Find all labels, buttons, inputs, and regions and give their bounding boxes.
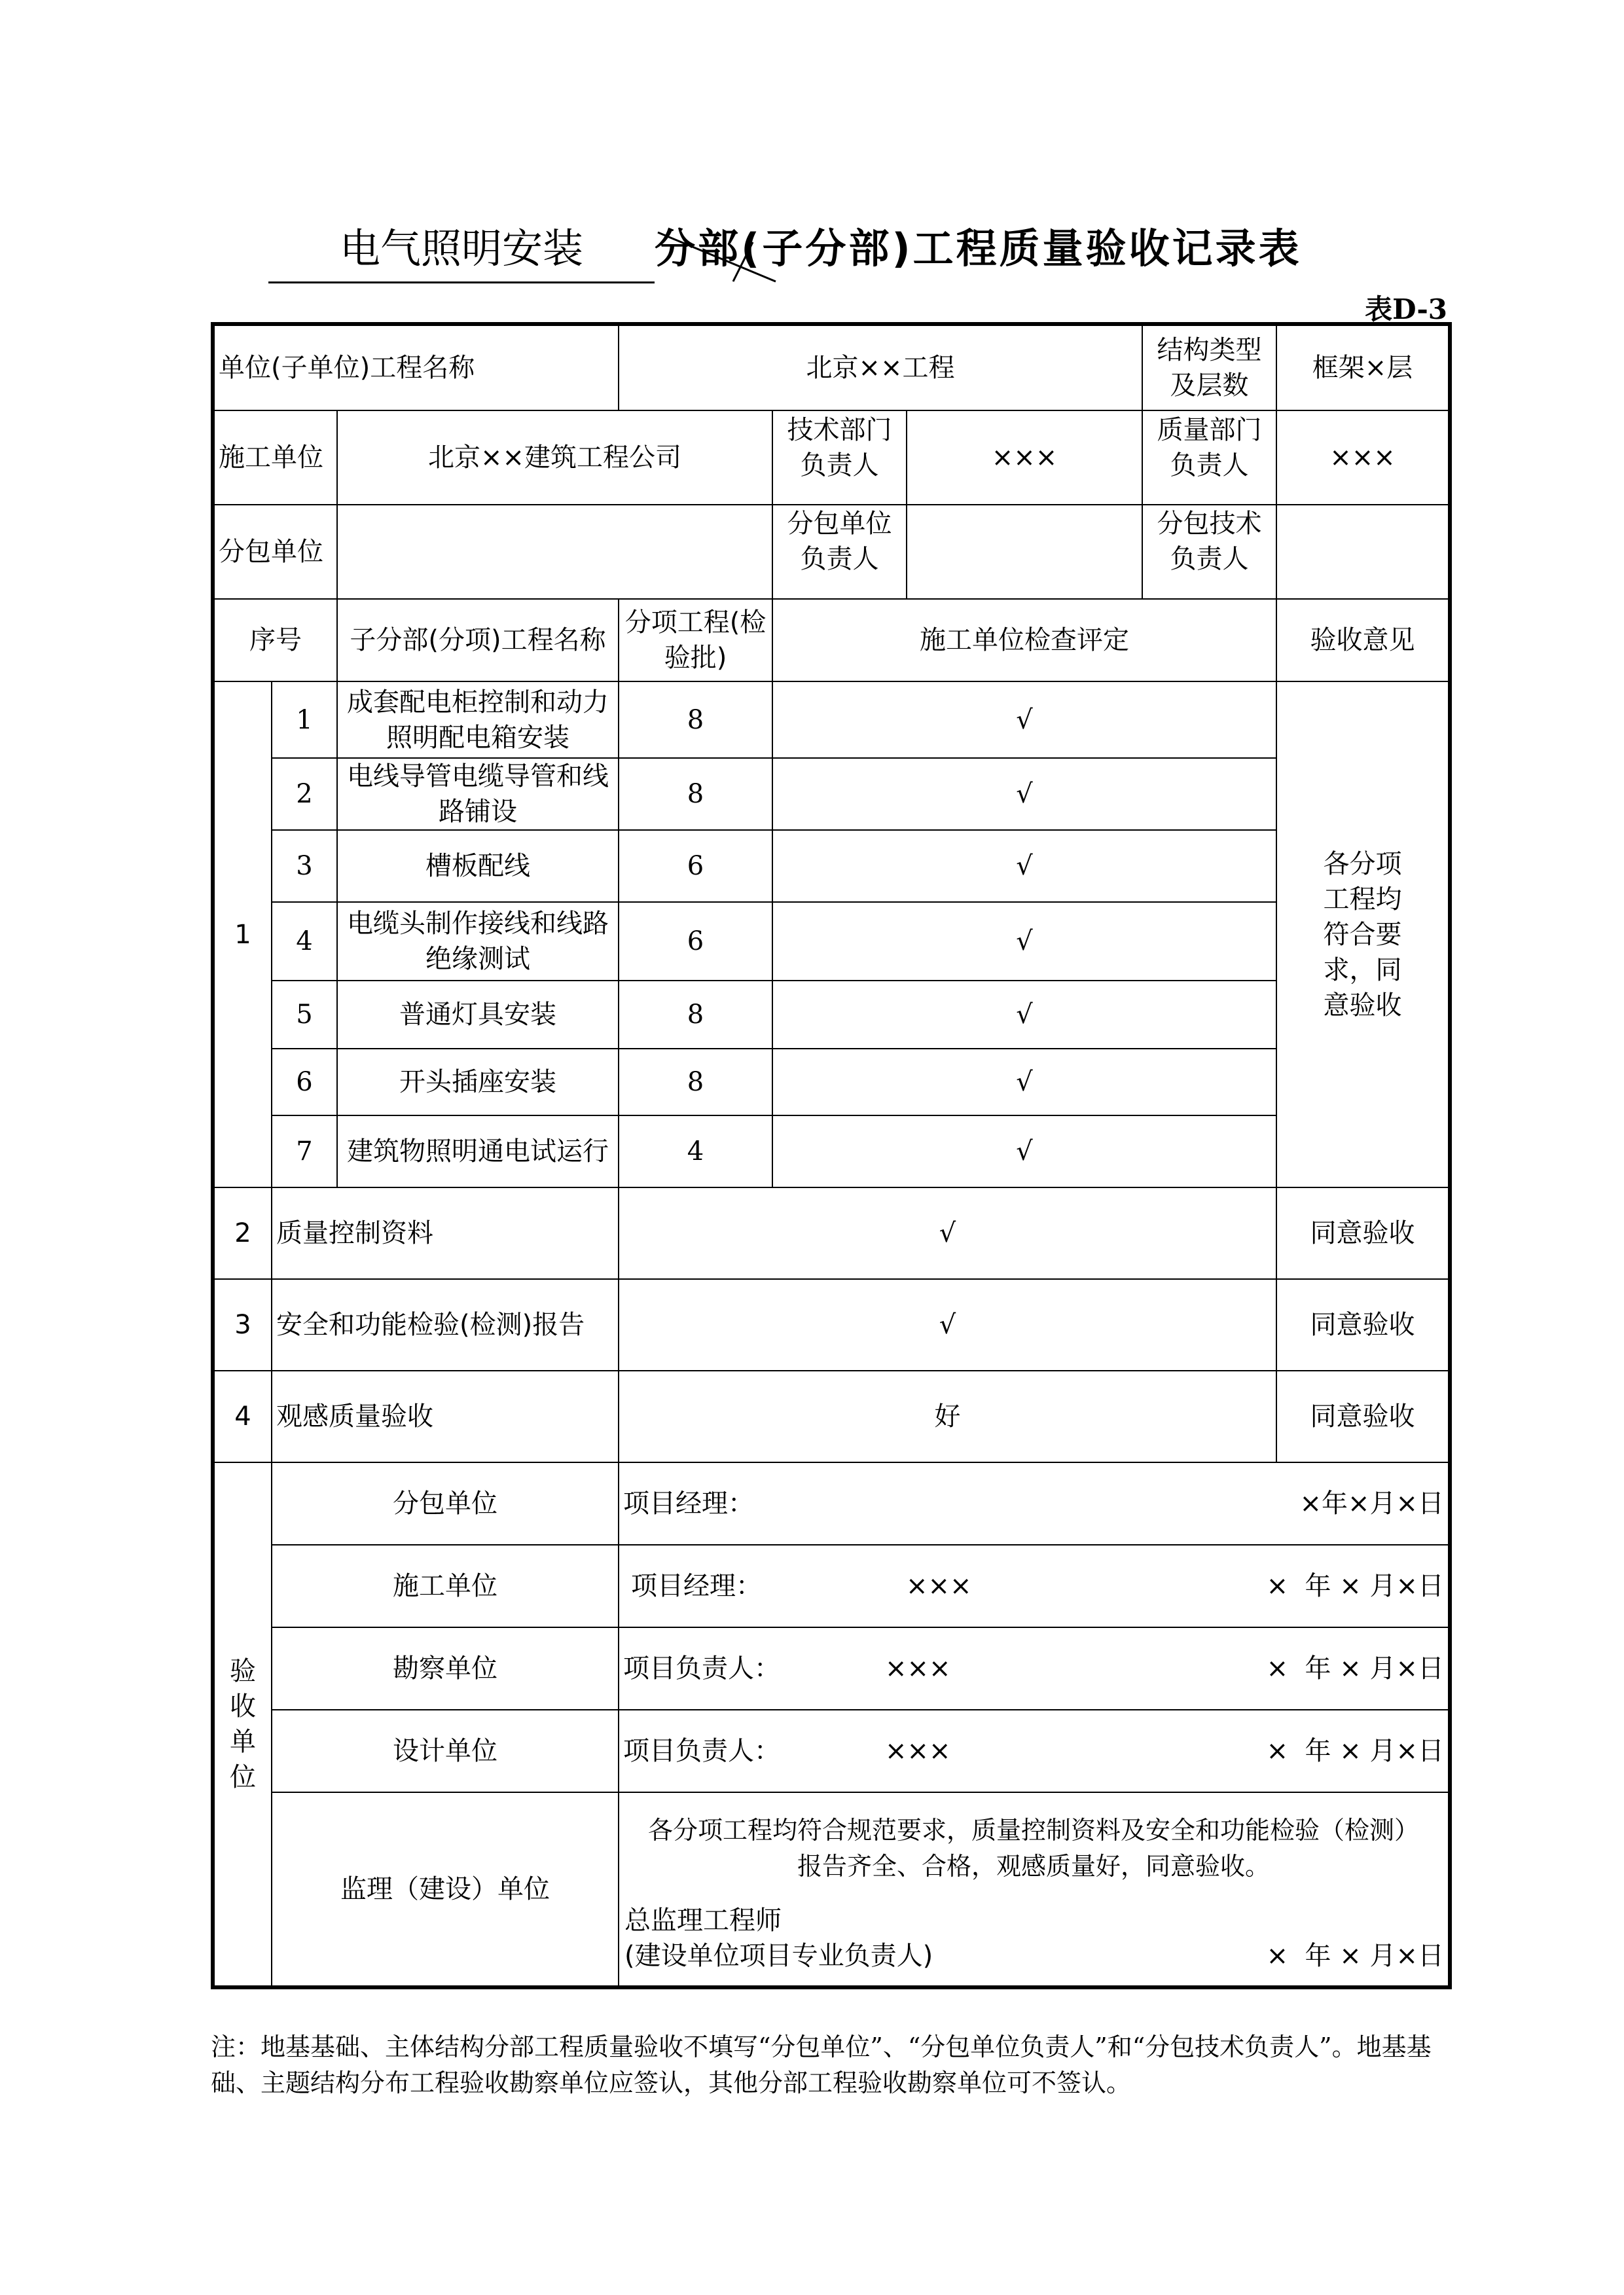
sign-date[interactable]: ×年×月×日 (1299, 1489, 1444, 1519)
table-row (213, 1279, 1450, 1371)
structure-value[interactable]: 框架×层 (1276, 324, 1450, 410)
acceptance-row-survey (213, 1627, 1450, 1710)
acceptance-record-table (211, 322, 1452, 1989)
item-check[interactable]: √ (772, 681, 1276, 758)
signer-alt: (建设单位项目专业负责人) (624, 1941, 933, 1972)
sign-name[interactable]: ××× (906, 1571, 972, 1601)
sign-role: 项目负责人： (623, 1736, 781, 1766)
col-name: 子分部(分项)工程名称 (337, 599, 619, 681)
item-name[interactable]: 建筑物照明通电试运行 (337, 1115, 619, 1187)
tech-lead-label: 技术部门负责人 (772, 410, 907, 505)
row-opinion[interactable]: 同意验收 (1276, 1187, 1450, 1279)
table-row (213, 981, 1450, 1049)
sign-role: 项目经理： (623, 1489, 755, 1519)
table-row (213, 758, 1450, 830)
item-check[interactable]: √ (772, 830, 1276, 902)
item-check[interactable]: √ (772, 1049, 1276, 1115)
column-header-row (213, 599, 1450, 681)
supervision-signer (624, 1903, 933, 1974)
row-name: 安全和功能检验(检测)报告 (272, 1279, 619, 1371)
table-row (213, 1115, 1450, 1187)
acceptance-sign-cell (619, 1545, 1450, 1627)
table-row (213, 830, 1450, 902)
contractor-label: 施工单位 (213, 410, 337, 505)
acceptance-unit: 勘察单位 (272, 1627, 619, 1710)
structure-label: 结构类型及层数 (1142, 324, 1276, 410)
item-batches[interactable]: 4 (619, 1115, 772, 1187)
project-name[interactable]: 北京××工程 (619, 324, 1142, 410)
acceptance-sign-cell (619, 1627, 1450, 1710)
item-index: 3 (272, 830, 337, 902)
acceptance-unit: 分包单位 (272, 1462, 619, 1545)
sign-date[interactable]: × 年 × 月×日 (1266, 1941, 1445, 1972)
row-opinion[interactable]: 同意验收 (1276, 1279, 1450, 1371)
acceptance-row-sub (213, 1462, 1450, 1545)
row-check[interactable]: 好 (619, 1371, 1276, 1462)
sign-name[interactable]: ××× (885, 1736, 951, 1766)
acceptance-label: 验收单位 (213, 1462, 272, 1987)
sub-tech-name[interactable] (1276, 505, 1450, 599)
item-batches[interactable]: 6 (619, 902, 772, 981)
group1-opinion[interactable]: 各分项工程均符合要求，同意验收 (1276, 681, 1450, 1187)
row-no: 4 (213, 1371, 272, 1462)
table-row (213, 681, 1450, 758)
row-check[interactable]: √ (619, 1187, 1276, 1279)
quality-lead-label: 质量部门负责人 (1142, 410, 1276, 505)
acceptance-row-design (213, 1710, 1450, 1792)
table-row (213, 1187, 1450, 1279)
subcontractor-label: 分包单位 (213, 505, 337, 599)
item-batches[interactable]: 8 (619, 1049, 772, 1115)
supervision-opinion[interactable]: 各分项工程均符合规范要求，质量控制资料及安全和功能检验（检测）报告齐全、合格，观感质量好，同意验收。 (648, 1816, 1420, 1881)
subcontractor-name[interactable] (337, 505, 772, 599)
table-row (213, 902, 1450, 981)
sub-tech-label: 分包技术负责人 (1142, 505, 1276, 599)
row-opinion[interactable]: 同意验收 (1276, 1371, 1450, 1462)
col-opinion: 验收意见 (1276, 599, 1450, 681)
row-check[interactable]: √ (619, 1279, 1276, 1371)
acceptance-row-supervision (213, 1792, 1450, 1987)
col-batches: 分项工程(检验批) (619, 599, 772, 681)
row-name: 质量控制资料 (272, 1187, 619, 1279)
sub-lead-label: 分包单位负责人 (772, 505, 907, 599)
title-subject: 电气照明安装 (268, 216, 655, 283)
table-row (213, 1371, 1450, 1462)
sign-date[interactable]: × 年 × 月×日 (1266, 1653, 1445, 1684)
item-check[interactable]: √ (772, 902, 1276, 981)
row-no: 3 (213, 1279, 272, 1371)
item-name[interactable]: 成套配电柜控制和动力照明配电箱安装 (337, 681, 619, 758)
acceptance-sign-cell (619, 1710, 1450, 1792)
project-name-label: 单位(子单位)工程名称 (213, 324, 619, 410)
acceptance-unit: 监理（建设）单位 (272, 1792, 619, 1987)
item-batches[interactable]: 8 (619, 758, 772, 830)
item-index: 5 (272, 981, 337, 1049)
col-check: 施工单位检查评定 (772, 599, 1276, 681)
header-row-project (213, 324, 1450, 410)
sub-lead-name[interactable] (907, 505, 1142, 599)
acceptance-sign-cell (619, 1462, 1450, 1545)
acceptance-unit: 设计单位 (272, 1710, 619, 1792)
item-check[interactable]: √ (772, 1115, 1276, 1187)
item-check[interactable]: √ (772, 981, 1276, 1049)
footnote: 注：地基基础、主体结构分部工程质量验收不填写“分包单位”、“分包单位负责人”和“分包技术负责人”。地基基础、主题结构分布工程验收勘察单位应签认，其他分部工程验收勘察单位可不签认。 (211, 2033, 1432, 2098)
sign-date[interactable]: × 年 × 月×日 (1266, 1736, 1445, 1766)
tech-lead-name[interactable]: ××× (907, 410, 1142, 505)
item-name[interactable]: 电线导管电缆导管和线路铺设 (337, 758, 619, 830)
signer-title: 总监理工程师 (624, 1906, 782, 1936)
item-name[interactable]: 开头插座安装 (337, 1049, 619, 1115)
col-no: 序号 (213, 599, 337, 681)
table-row (213, 1049, 1450, 1115)
page-title: 分部(子分部)工程质量验收记录表 (655, 225, 1302, 272)
item-name[interactable]: 电缆头制作接线和线路绝缘测试 (337, 902, 619, 981)
item-batches[interactable]: 8 (619, 681, 772, 758)
header-row-subcontractor (213, 505, 1450, 599)
sign-date[interactable]: × 年 × 月×日 (1266, 1571, 1445, 1601)
sign-role: 项目负责人： (623, 1653, 781, 1684)
row-name: 观感质量验收 (272, 1371, 619, 1462)
form-number: 表D-3 (1365, 293, 1447, 325)
supervision-cell (619, 1792, 1450, 1987)
item-batches[interactable]: 8 (619, 981, 772, 1049)
item-index: 4 (272, 902, 337, 981)
quality-lead-name[interactable]: ××× (1276, 410, 1450, 505)
sign-name[interactable]: ××× (885, 1653, 951, 1684)
row-no: 2 (213, 1187, 272, 1279)
item-index: 6 (272, 1049, 337, 1115)
sign-role: 项目经理： (631, 1571, 763, 1601)
item-name[interactable]: 普通灯具安装 (337, 981, 619, 1049)
item-index: 2 (272, 758, 337, 830)
header-row-contractor (213, 410, 1450, 505)
item-check[interactable]: √ (772, 758, 1276, 830)
item-index: 1 (272, 681, 337, 758)
item-name[interactable]: 槽板配线 (337, 830, 619, 902)
contractor-name[interactable]: 北京××建筑工程公司 (337, 410, 772, 505)
group1-no: 1 (213, 681, 272, 1187)
acceptance-unit: 施工单位 (272, 1545, 619, 1627)
item-batches[interactable]: 6 (619, 830, 772, 902)
item-index: 7 (272, 1115, 337, 1187)
acceptance-row-contractor (213, 1545, 1450, 1627)
